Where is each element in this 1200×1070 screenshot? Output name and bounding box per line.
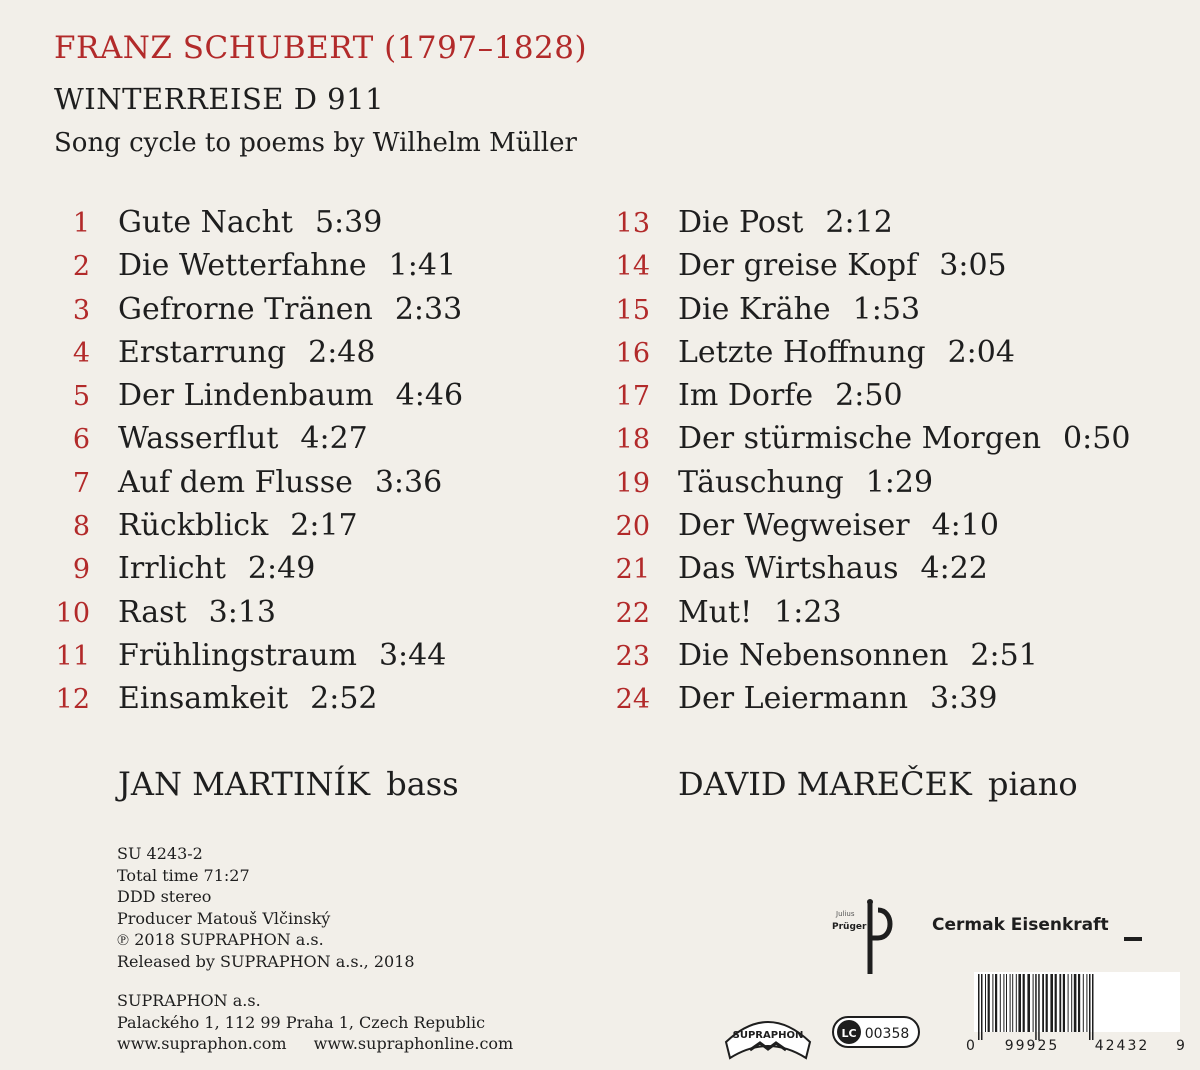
barcode-bar xyxy=(1083,974,1084,1032)
track-title: Erstarrung xyxy=(118,334,287,370)
logo-small-text: Prüger xyxy=(832,922,867,932)
tracklist-right xyxy=(600,205,1130,725)
track-row xyxy=(600,551,1130,594)
track-title: Der Lindenbaum xyxy=(118,378,374,414)
performer-pianist xyxy=(678,765,1078,803)
track-duration: 4:22 xyxy=(920,551,988,587)
barcode-digit: 9 xyxy=(1176,1038,1185,1052)
barcode-bar xyxy=(985,974,986,1032)
copyright-line: ℗ 2018 SUPRAPHON a.s. xyxy=(117,930,324,949)
track-number: 10 xyxy=(55,597,90,629)
track-title: Gefrorne Tränen xyxy=(118,291,373,327)
track-row xyxy=(600,292,1130,335)
barcode-bar xyxy=(1006,974,1007,1032)
barcode-digit: 0 xyxy=(966,1038,975,1052)
track-row xyxy=(600,248,1130,291)
track-title: Mut! xyxy=(678,594,753,630)
track-number: 4 xyxy=(72,337,90,369)
track-row xyxy=(600,465,1130,508)
track-title: Der greise Kopf xyxy=(678,248,918,284)
track-duration: 3:13 xyxy=(208,594,276,630)
track-row xyxy=(600,205,1130,248)
track-number: 20 xyxy=(615,511,650,543)
release-info xyxy=(117,843,513,1055)
track-title: Irrlicht xyxy=(118,551,226,587)
barcode-bar xyxy=(1078,974,1080,1032)
track-title: Wasserflut xyxy=(118,421,279,457)
track-row xyxy=(40,421,463,464)
track-row xyxy=(40,508,463,551)
track-title: Rückblick xyxy=(118,508,269,544)
track-row xyxy=(600,335,1130,378)
barcode-bar xyxy=(1071,974,1072,1032)
track-number: 14 xyxy=(615,251,650,283)
barcode-bar xyxy=(1012,974,1013,1032)
track-duration: 2:12 xyxy=(825,205,893,240)
track-title: Letzte Hoffnung xyxy=(678,334,926,370)
website-link[interactable]: www.supraphonline.com xyxy=(313,1034,514,1053)
label-code-logo xyxy=(832,1015,922,1051)
barcode-bar xyxy=(981,974,983,1040)
track-title: Auf dem Flusse xyxy=(118,464,353,500)
barcode-bar xyxy=(1042,974,1044,1032)
lc-code: 00358 xyxy=(864,1026,910,1042)
julius-pruger-logo xyxy=(832,896,902,980)
barcode-bar xyxy=(1074,974,1077,1032)
track-number: 24 xyxy=(615,684,650,716)
track-row xyxy=(40,292,463,335)
track-number: 5 xyxy=(72,381,90,413)
track-number: 22 xyxy=(615,597,650,629)
track-row xyxy=(40,465,463,508)
barcode-bar xyxy=(1068,974,1069,1032)
barcode-bar xyxy=(1035,974,1037,1040)
track-number: 11 xyxy=(55,640,90,672)
barcode-bar xyxy=(1063,974,1065,1032)
track-row xyxy=(600,421,1130,464)
release-line: Released by SUPRAPHON a.s., 2018 xyxy=(117,951,415,971)
track-duration: 4:10 xyxy=(931,508,999,544)
website-link[interactable]: www.supraphon.com xyxy=(117,1034,287,1053)
track-number: 23 xyxy=(615,640,650,672)
barcode-bar xyxy=(1016,974,1017,1032)
track-number: 15 xyxy=(615,294,650,326)
barcode xyxy=(962,972,1186,1052)
barcode-bar xyxy=(988,974,990,1032)
recording-format: DDD stereo xyxy=(117,887,212,906)
work-subtitle: Song cycle to poems by Wilhelm Müller xyxy=(54,128,577,158)
track-row xyxy=(600,595,1130,638)
track-duration: 3:44 xyxy=(378,637,447,673)
logo-small-text: Julius xyxy=(836,910,855,918)
pianist-role: piano xyxy=(988,765,1078,803)
track-row xyxy=(600,508,1130,551)
track-title: Rast xyxy=(118,594,187,630)
track-duration: 2:51 xyxy=(970,637,1038,673)
work-title: WINTERREISE D 911 xyxy=(54,82,385,116)
pianist-name: DAVID MAREČEK xyxy=(678,765,972,803)
barcode-bar xyxy=(1046,974,1048,1032)
track-row xyxy=(600,638,1130,681)
barcode-bar xyxy=(1059,974,1061,1032)
track-duration: 3:39 xyxy=(930,681,998,717)
track-title: Der Leiermann xyxy=(678,681,909,717)
track-duration: 2:50 xyxy=(835,378,903,414)
track-duration: 2:48 xyxy=(308,334,376,370)
track-title: Die Wetterfahne xyxy=(118,248,367,284)
track-duration: 2:33 xyxy=(394,291,463,327)
barcode-bar xyxy=(1038,974,1040,1040)
track-number: 2 xyxy=(72,251,90,283)
barcode-bar xyxy=(1033,974,1034,1032)
barcode-bar xyxy=(1055,974,1057,1032)
track-duration: 0:50 xyxy=(1063,421,1131,457)
track-duration: 2:52 xyxy=(310,681,378,717)
barcode-bar xyxy=(1010,974,1011,1032)
barcode-bar xyxy=(1000,974,1001,1032)
track-duration: 3:36 xyxy=(374,464,443,500)
producer-credit: Producer Matouš Vlčinský xyxy=(117,908,331,928)
track-duration: 2:49 xyxy=(247,551,316,587)
track-number: 21 xyxy=(615,554,650,586)
track-row xyxy=(40,681,463,724)
track-duration: 1:29 xyxy=(865,464,934,500)
track-row xyxy=(40,378,463,421)
supraphon-logo xyxy=(720,1008,816,1062)
track-duration: 2:04 xyxy=(947,334,1015,370)
track-title: Die Krähe xyxy=(678,291,831,327)
track-row xyxy=(40,551,463,594)
barcode-digits-right: 42432 xyxy=(1094,1038,1150,1052)
track-duration: 4:46 xyxy=(395,378,464,414)
composer-title: FRANZ SCHUBERT (1797–1828) xyxy=(54,30,588,66)
performer-singer xyxy=(118,765,459,803)
track-duration: 2:17 xyxy=(290,508,358,544)
track-row xyxy=(40,638,463,681)
track-number: 8 xyxy=(72,511,90,543)
barcode-bar xyxy=(1050,974,1053,1032)
cermak-bar xyxy=(1124,937,1142,941)
barcode-bar xyxy=(1003,974,1004,1032)
company-address: Palackého 1, 112 99 Praha 1, Czech Republic xyxy=(117,1012,486,1032)
track-duration: 1:53 xyxy=(852,291,921,327)
barcode-bar xyxy=(1027,974,1030,1032)
supraphon-logo-text: SUPRAPHON xyxy=(732,1030,804,1041)
track-title: Der Wegweiser xyxy=(678,508,910,544)
barcode-bar xyxy=(1089,974,1091,1040)
track-number: 7 xyxy=(72,467,90,499)
barcode-bar xyxy=(992,974,993,1032)
track-number: 6 xyxy=(72,424,90,456)
barcode-bar xyxy=(995,974,997,1032)
track-title: Im Dorfe xyxy=(678,378,814,414)
track-row xyxy=(600,681,1130,724)
track-duration: 3:05 xyxy=(939,248,1007,284)
track-row xyxy=(40,595,463,638)
track-number: 9 xyxy=(72,554,90,586)
barcode-bar xyxy=(1023,974,1025,1032)
track-title: Das Wirtshaus xyxy=(678,551,899,587)
track-number: 12 xyxy=(55,684,90,716)
track-number: 17 xyxy=(615,381,650,413)
track-duration: 4:27 xyxy=(300,421,368,457)
track-title: Täuschung xyxy=(678,464,844,500)
cermak-eisenkraft-logo: Cermak Eisenkraft xyxy=(932,915,1109,935)
track-duration: 1:23 xyxy=(774,594,842,630)
lc-prefix: LC xyxy=(841,1027,857,1040)
tracklist-left xyxy=(40,205,463,725)
track-title: Die Nebensonnen xyxy=(678,637,949,673)
barcode-bar xyxy=(1092,974,1094,1040)
track-number: 18 xyxy=(615,424,650,456)
total-time: Total time 71:27 xyxy=(117,865,250,885)
track-title: Der stürmische Morgen xyxy=(678,421,1042,457)
track-row xyxy=(40,248,463,291)
track-duration: 5:39 xyxy=(314,205,383,240)
barcode-bars xyxy=(978,974,1094,1040)
barcode-bar xyxy=(1018,974,1021,1032)
barcode-bar xyxy=(1086,974,1087,1032)
track-title: Gute Nacht xyxy=(118,205,293,240)
track-number: 16 xyxy=(615,337,650,369)
websites xyxy=(117,1033,513,1055)
track-row xyxy=(600,378,1130,421)
track-row xyxy=(40,205,463,248)
track-number: 3 xyxy=(72,294,90,326)
track-number: 19 xyxy=(615,467,650,499)
track-number: 13 xyxy=(615,208,650,239)
singer-name: JAN MARTINÍK xyxy=(118,765,371,803)
track-title: Frühlingstraum xyxy=(118,637,357,673)
catalog-number: SU 4243-2 xyxy=(117,844,203,863)
barcode-digits-left: 99925 xyxy=(1004,1038,1060,1052)
company-name: SUPRAPHON a.s. xyxy=(117,991,261,1010)
track-number: 1 xyxy=(72,208,90,239)
track-duration: 1:41 xyxy=(388,248,457,284)
singer-role: bass xyxy=(386,765,459,803)
track-title: Einsamkeit xyxy=(118,681,289,717)
track-row xyxy=(40,335,463,378)
barcode-bar xyxy=(978,974,980,1040)
track-title: Die Post xyxy=(678,205,804,240)
